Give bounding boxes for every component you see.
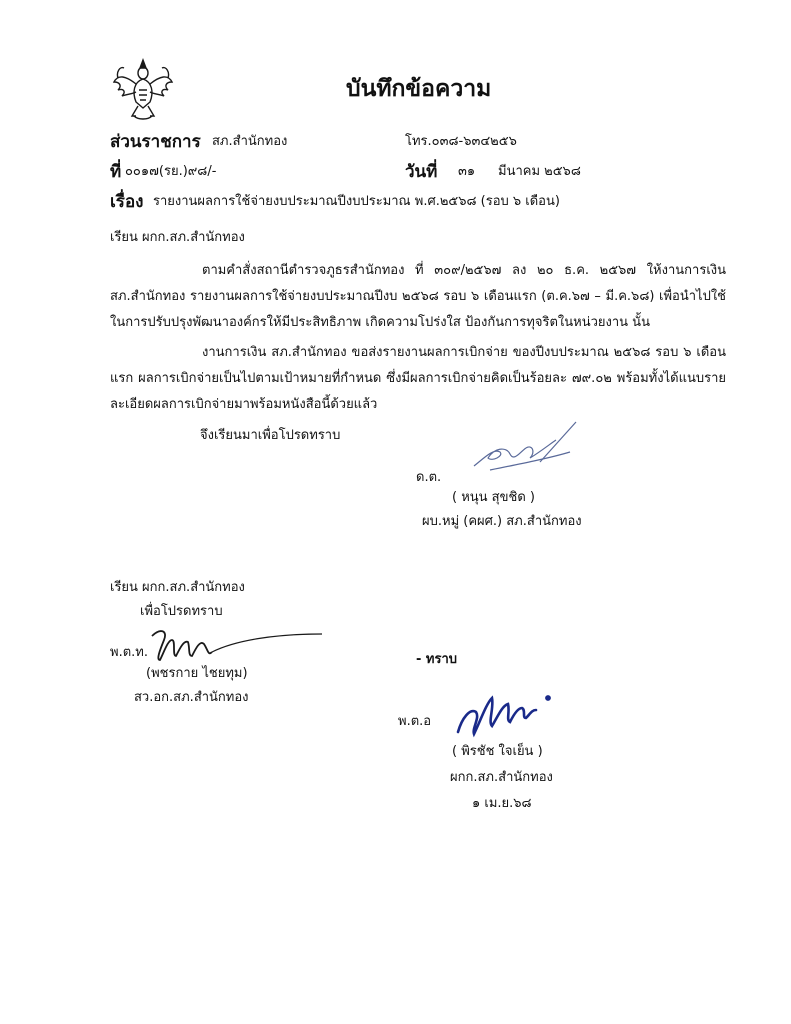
endorsement-2-name: ( พิรชัช ใจเย็น )	[452, 744, 543, 759]
signature-1-position: ผบ.หมู่ (คผศ.) สภ.สำนักทอง	[422, 514, 582, 529]
ref-label: ที่	[110, 162, 122, 182]
body-paragraph-1	[110, 258, 726, 336]
subject-value: รายงานผลการใช้จ่ายงบประมาณปีงบประมาณ พ.ศ.๒๕๖๘ (รอบ ๖ เดือน)	[153, 194, 560, 209]
paragraph-1-text: ตามคำสั่งสถานีตำรวจภูธรสำนักทอง ที่ ๓๐๙/๒๕๖๗ ลง ๒๐ ธ.ค. ๒๕๖๗ ให้งานการเงิน สภ.สำนักทอง รายงานผลการใช้จ่ายงบประมาณปีงบ ๒๕๖๘ รอบ ๖ เดือนแรก (ต.ค.๖๗ – มี.ค.๖๘) เพื่อนำไปใช้ในการปรับปรุงพัฒนาองค์กรให้มีประสิทธิภาพ เกิดความโปร่งใส ป้องกันการทุจริตในหน่วยงาน นั้น	[110, 263, 726, 330]
document-title: บันทึกข้อความ	[346, 76, 492, 102]
signature-1-rank: ด.ต.	[416, 470, 442, 485]
date-day: ๓๑	[458, 164, 476, 179]
endorsement-2-acknowledge: - ทราบ	[416, 652, 458, 667]
endorsement-1-to: เรียน ผกก.สภ.สำนักทอง	[110, 580, 245, 595]
signature-3-icon	[452, 678, 556, 740]
body-paragraph-2	[110, 340, 726, 418]
garuda-emblem-icon	[112, 58, 174, 122]
endorsement-1-name: (พชรกาย ไชยทุม)	[146, 666, 248, 681]
agency-value: สภ.สำนักทอง	[212, 134, 288, 149]
signature-1-icon	[470, 418, 580, 474]
ref-value: ๐๐๑๗(รย.)๙๘/-	[125, 164, 217, 179]
endorsement-1-purpose: เพื่อโปรดทราบ	[140, 604, 223, 619]
endorsement-1-position: สว.อก.สภ.สำนักทอง	[134, 690, 249, 705]
endorsement-1-rank: พ.ต.ท.	[110, 645, 148, 660]
signature-2-icon	[146, 626, 326, 666]
subject-label: เรื่อง	[110, 192, 144, 212]
date-month-year: มีนาคม ๒๕๖๘	[498, 164, 581, 179]
date-label: วันที่	[405, 162, 438, 182]
phone-number: โทร.๐๓๘-๖๓๔๒๕๖	[405, 134, 517, 149]
endorsement-2-position: ผกก.สภ.สำนักทอง	[450, 770, 553, 785]
endorsement-2-date: ๑ เม.ย.๖๘	[472, 796, 532, 811]
closing-text: จึงเรียนมาเพื่อโปรดทราบ	[200, 428, 341, 443]
paragraph-2-text: งานการเงิน สภ.สำนักทอง ขอส่งรายงานผลการเบิกจ่าย ของปีงบประมาณ ๒๕๖๘ รอบ ๖ เดือนแรก ผลการเบิกจ่ายเป็นไปตามเป้าหมายที่กำหนด ซึ่งมีผลการเบิกจ่ายคิดเป็นร้อยละ ๗๙.๐๒ พร้อมทั้งได้แนบรายละเอียดผลการเบิกจ่ายมาพร้อมหนังสือนี้ด้วยแล้ว	[110, 345, 726, 412]
salutation: เรียน ผกก.สภ.สำนักทอง	[110, 230, 245, 245]
agency-label: ส่วนราชการ	[110, 132, 201, 152]
signature-1-name: ( หนุน สุขชิด )	[452, 490, 535, 505]
endorsement-2-rank: พ.ต.อ	[398, 714, 432, 729]
